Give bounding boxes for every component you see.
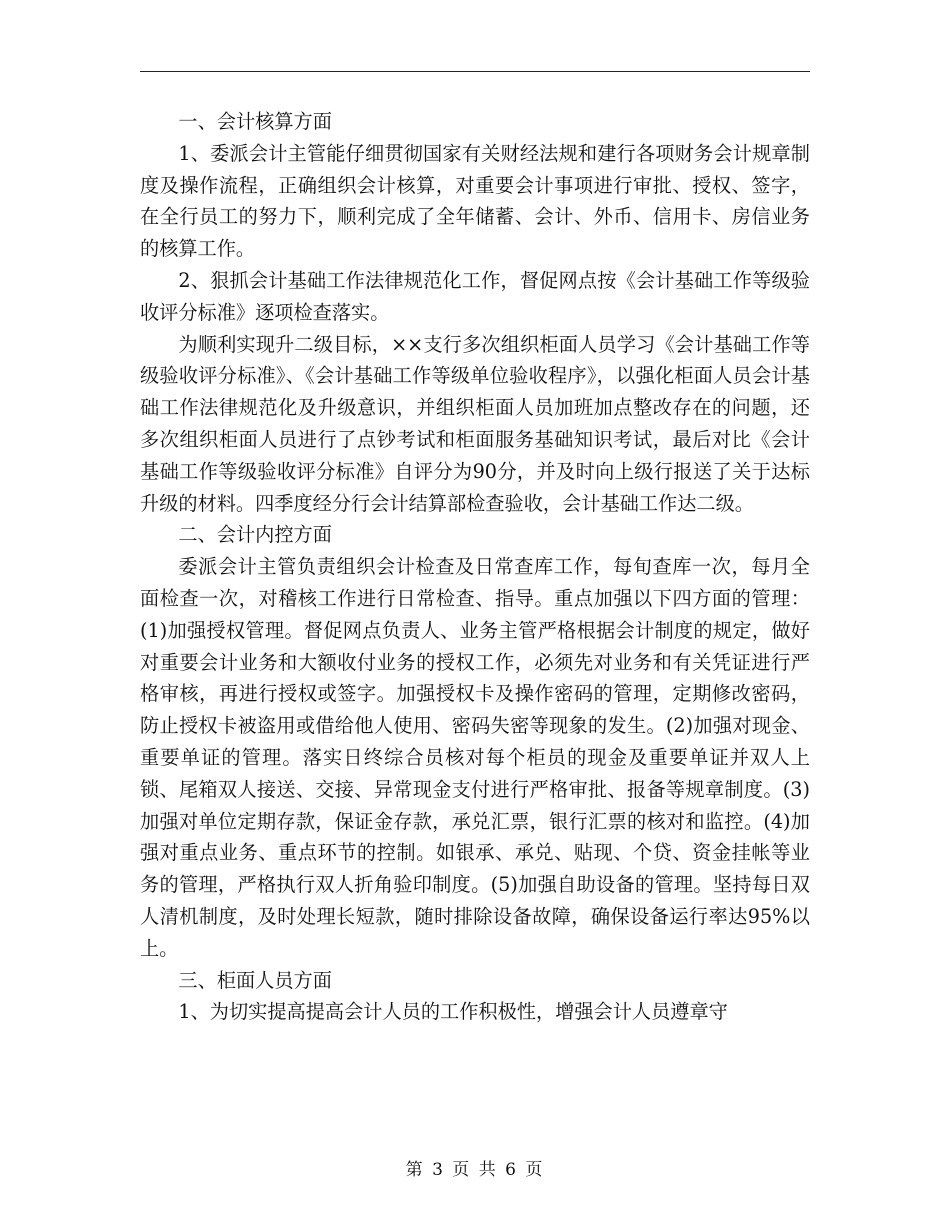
paragraph: 1、委派会计主管能仔细贯彻国家有关财经法规和建行各项财务会计规章制度及操作流程，正确组织会计核算，对重要会计事项进行审批、授权、签字，在全行员工的努力下，顺利完成了全年储蓄、会计、外币、信用卡、房信业务的核算工作。 (140, 141, 810, 261)
document-body (140, 106, 810, 1028)
paragraph: 2、狠抓会计基础工作法律规范化工作，督促网点按《会计基础工作等级验收评分标准》逐项检查落实。 (140, 268, 810, 324)
header-rule (140, 71, 810, 72)
paragraph: 委派会计主管负责组织会计检查及日常查库工作，每旬查库一次，每月全面检查一次，对稽核工作进行日常检查、指导。重点加强以下四方面的管理：(1)加强授权管理。督促网点负责人、业务主管严格根据会计制度的规定，做好对重要会计业务和大额收付业务的授权工作，必须先对业务和有关凭证进行严格审核，再进行授权或签字。加强授权卡及操作密码的管理，定期修改密码，防止授权卡被盗用或借给他人使用、密码失密等现象的发生。(2)加强对现金、重要单证的管理。落实日终综合员核对每个柜员的现金及重要单证并双人上锁、尾箱双人接送、交接、异常现金支付进行严格审批、报备等规章制度。(3)加强对单位定期存款，保证金存款，承兑汇票，银行汇票的核对和监控。(4)加强对重点业务、重点环节的控制。如银承、承兑、贴现、个贷、资金挂帐等业务的管理，严格执行双人折角验印制度。(5)加强自助设备的管理。坚持每日双人清机制度，及时处理长短款，随时排除设备故障，确保设备运行率达95%以上。 (140, 555, 810, 960)
section-heading-counter-staff: 三、柜面人员方面 (178, 968, 332, 992)
paragraph: 为顺利实现升二级目标，××支行多次组织柜面人员学习《会计基础工作等级验收评分标准》、《会计基础工作等级单位验收程序》，以强化柜面人员会计基础工作法律规范化及升级意识，并组织柜面人员加班加点整改存在的问题，还多次组织柜面人员进行了点钞考试和柜面服务基础知识考试，最后对比《会计基础工作等级验收评分标准》自评分为90分，并及时向上级行报送了关于达标升级的材料。四季度经分行会计结算部检查验收，会计基础工作达二级。 (140, 332, 810, 515)
page-number: 第 3 页 共 6 页 (405, 1160, 545, 1180)
paragraph: 1、为切实提高提高会计人员的工作积极性，增强会计人员遵章守 (178, 1000, 728, 1024)
section-heading-internal-control: 二、会计内控方面 (178, 523, 332, 547)
section-heading-accounting: 一、会计核算方面 (178, 110, 332, 133)
